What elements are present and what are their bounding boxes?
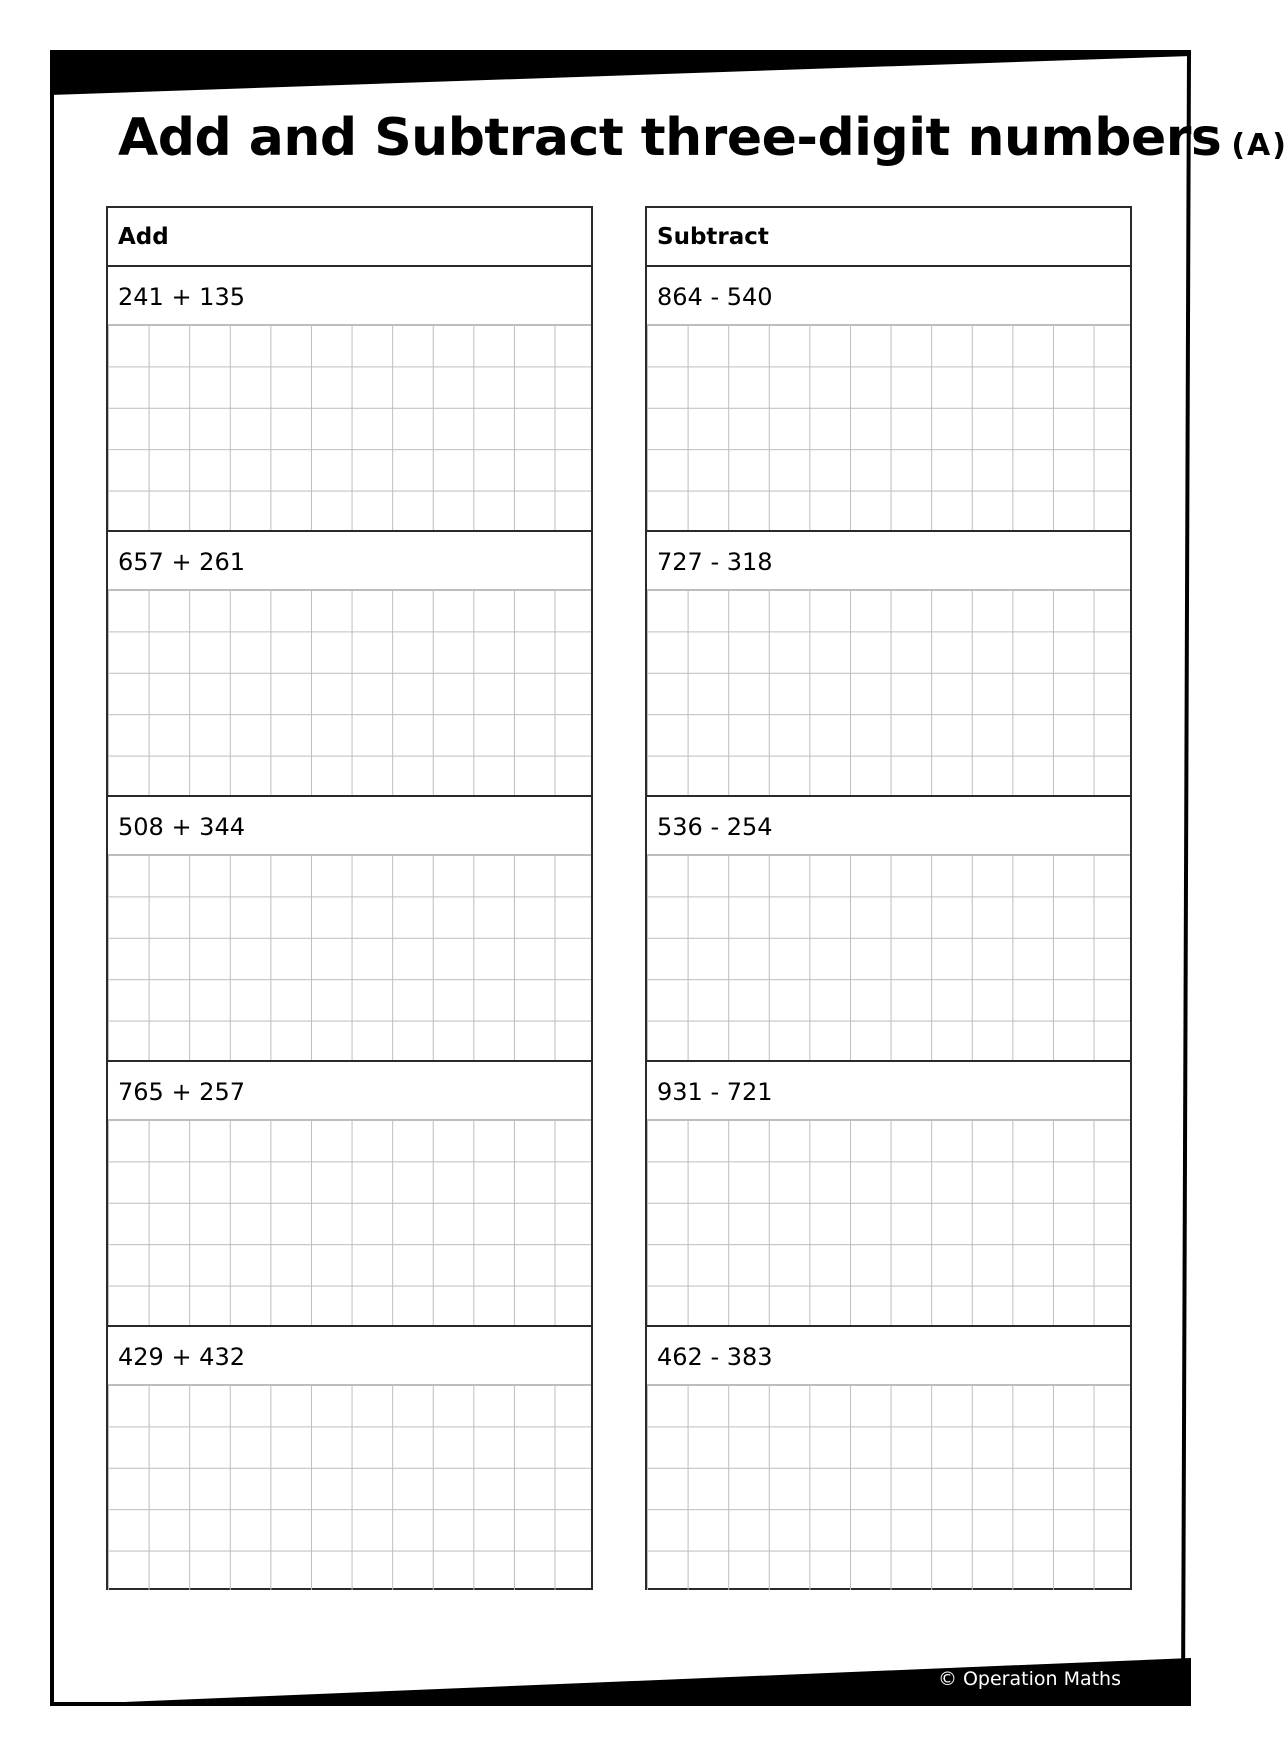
add-column-header: Add <box>108 208 591 267</box>
working-grid[interactable] <box>108 589 591 795</box>
add-problem-1 <box>108 267 591 532</box>
subtract-problem-2 <box>647 532 1130 797</box>
add-problem-3 <box>108 797 591 1062</box>
working-grid[interactable] <box>647 854 1130 1060</box>
working-grid[interactable] <box>108 1119 591 1325</box>
copyright-footer: © Operation Maths <box>937 1668 1121 1690</box>
subtract-column-header: Subtract <box>647 208 1130 267</box>
subtract-problem-5 <box>647 1327 1130 1590</box>
problem-label: 536 - 254 <box>657 813 773 841</box>
add-problem-2 <box>108 532 591 797</box>
problem-label: 508 + 344 <box>118 813 245 841</box>
frame-right <box>1183 50 1189 1706</box>
subtract-problem-4 <box>647 1062 1130 1327</box>
working-grid[interactable] <box>108 324 591 530</box>
working-grid[interactable] <box>108 854 591 1060</box>
problem-label: 241 + 135 <box>118 283 245 311</box>
add-problem-4 <box>108 1062 591 1327</box>
title-main: Add and Subtract three-digit numbers <box>118 108 1222 168</box>
working-grid[interactable] <box>647 324 1130 530</box>
add-problem-5 <box>108 1327 591 1590</box>
page-title <box>118 108 1288 168</box>
top-banner <box>50 50 1191 95</box>
problem-label: 727 - 318 <box>657 548 773 576</box>
problem-label: 462 - 383 <box>657 1343 773 1371</box>
working-grid[interactable] <box>108 1384 591 1590</box>
subtract-column <box>645 206 1132 1590</box>
problem-label: 657 + 261 <box>118 548 245 576</box>
problem-label: 864 - 540 <box>657 283 773 311</box>
problem-label: 765 + 257 <box>118 1078 245 1106</box>
problem-label: 931 - 721 <box>657 1078 773 1106</box>
add-column <box>106 206 593 1590</box>
subtract-problem-1 <box>647 267 1130 532</box>
working-grid[interactable] <box>647 1119 1130 1325</box>
title-variant: (A) <box>1231 128 1288 163</box>
working-grid[interactable] <box>647 589 1130 795</box>
working-grid[interactable] <box>647 1384 1130 1590</box>
subtract-problem-3 <box>647 797 1130 1062</box>
problem-label: 429 + 432 <box>118 1343 245 1371</box>
